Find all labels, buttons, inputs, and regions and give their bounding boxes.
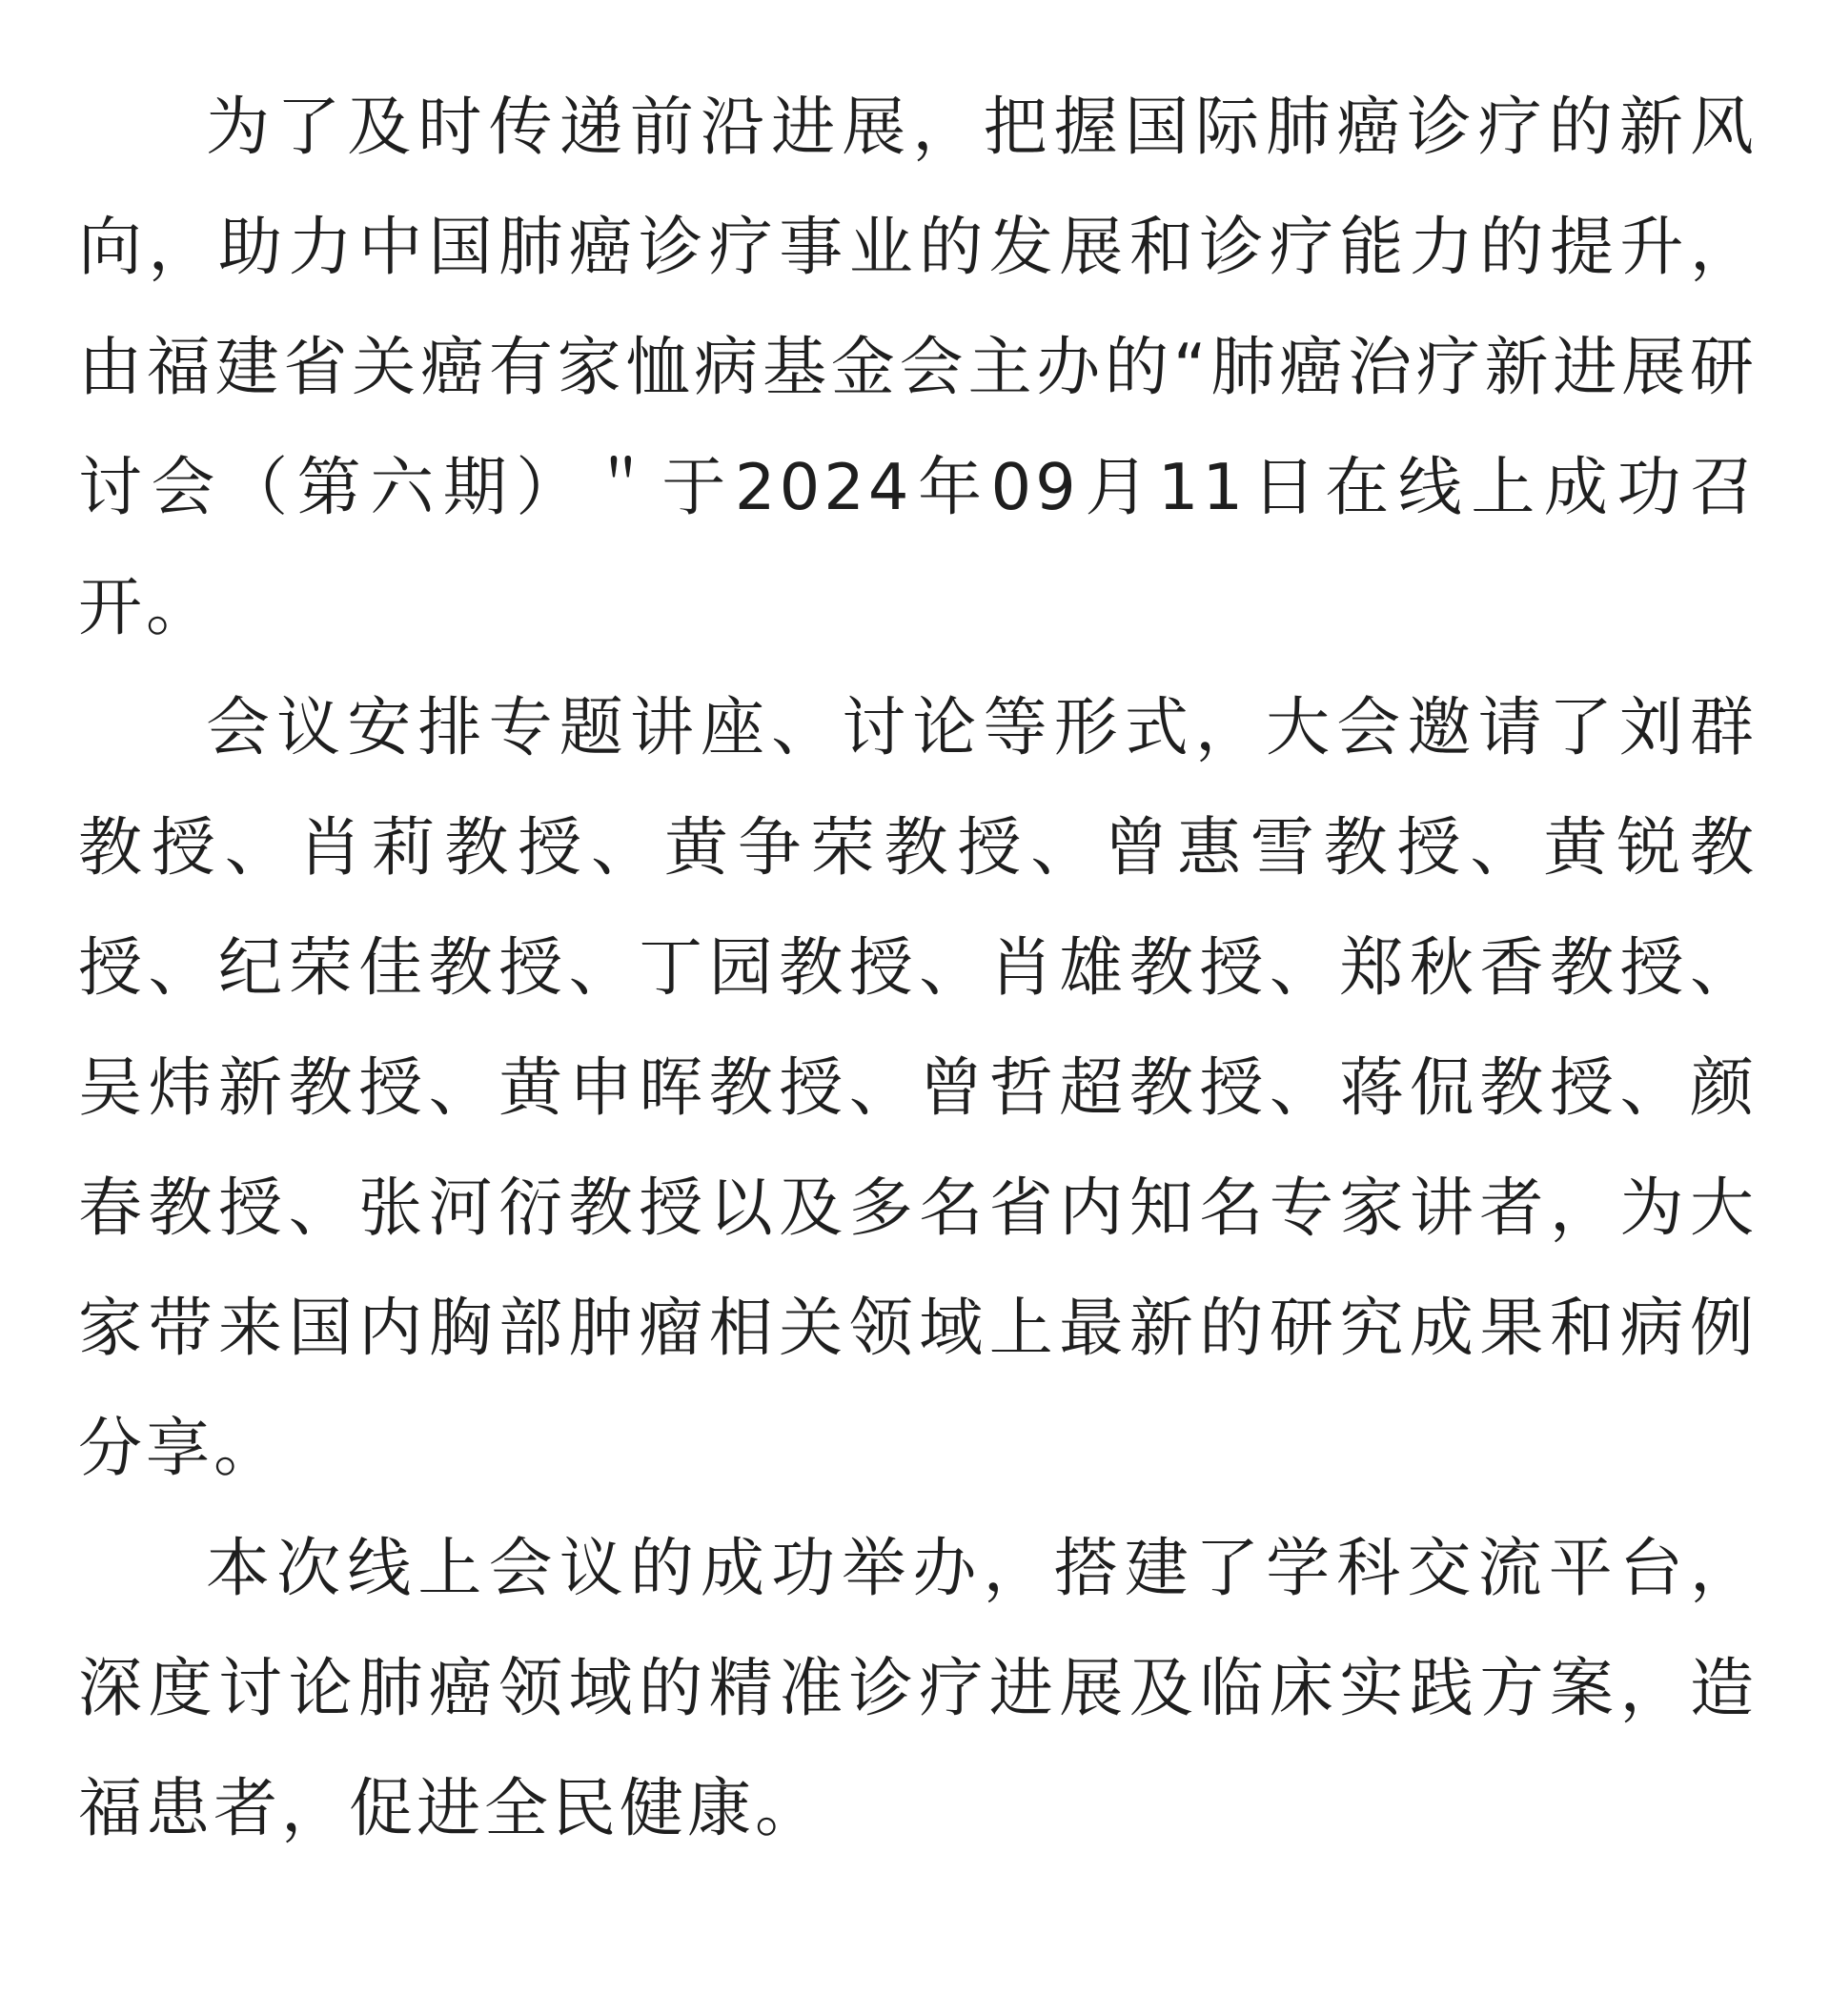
paragraph-intro: 为了及时传递前沿进展，把握国际肺癌诊疗的新风向，助力中国肺癌诊疗事业的发展和诊疗能力的提升，由福建省关癌有家恤病基金会主办的“肺癌治疗新进展研讨会（第六期）＂于2024年09月11日在线上成功召开。 [78,90,1758,644]
article-body [78,67,1758,1868]
paragraph-speakers: 会议安排专题讲座、讨论等形式，大会邀请了刘群教授、肖莉教授、黄争荣教授、曾惠雪教授、黄锐教授、纪荣佳教授、丁园教授、肖雄教授、郑秋香教授、吴炜新教授、黄申晖教授、曾哲超教授、蒋侃教授、颜春教授、张河衍教授以及多名省内知名专家讲者，为大家带来国内胸部肿瘤相关领域上最新的研究成果和病例分享。 [78,690,1758,1485]
paragraph-conclusion: 本次线上会议的成功举办，搭建了学科交流平台，深度讨论肺癌领域的精准诊疗进展及临床实践方案，造福患者，促进全民健康。 [78,1531,1758,1845]
